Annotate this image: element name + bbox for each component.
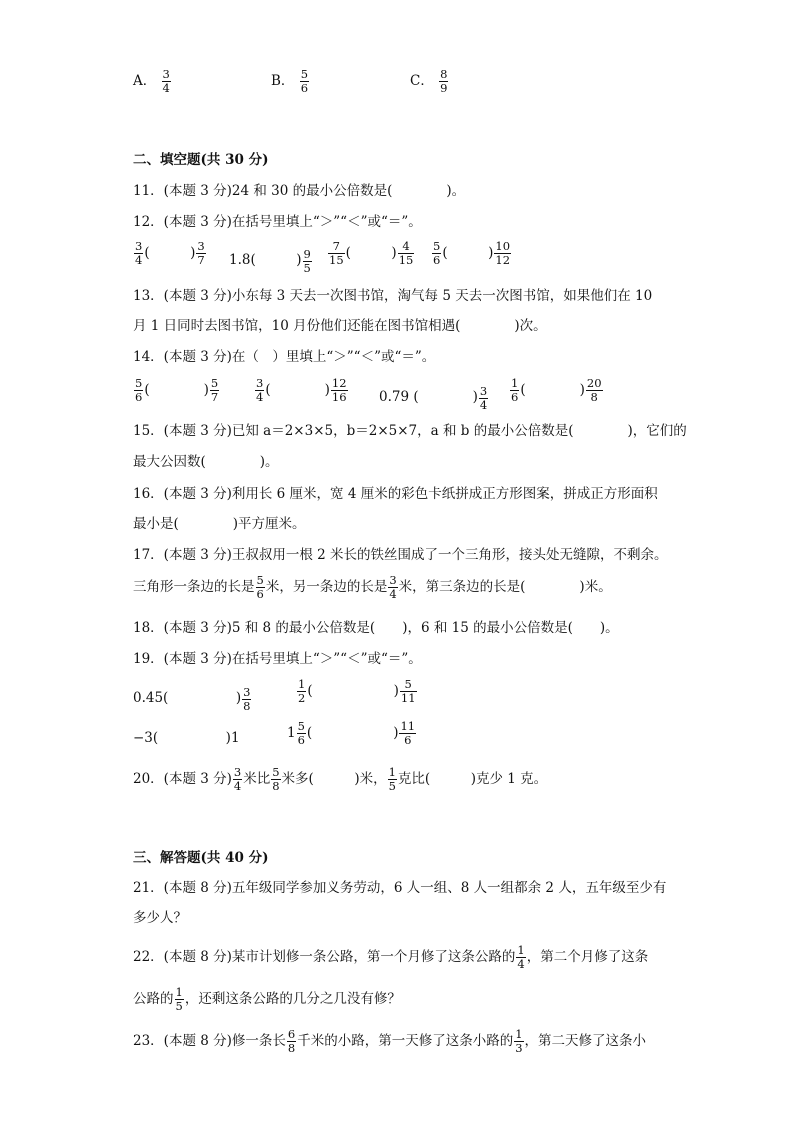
numerator: 1	[511, 376, 519, 390]
question-14: 14．(本题 3 分)在（ ）里填上“＞”“＜”或“＝”。	[133, 349, 436, 365]
numerator: 5	[272, 765, 280, 779]
denominator: 8	[287, 1041, 296, 1055]
text: 米，第三条边的长是( )米。	[398, 579, 612, 595]
q19-c-left: −3(	[133, 730, 159, 746]
text: ，还剩这条公路的几分之几没有修？	[184, 991, 401, 1007]
text: ，第二个月修了这条	[526, 949, 649, 965]
denominator: 4	[233, 779, 242, 793]
q19-a-left: 0.45(	[133, 690, 169, 706]
option-b-label: B．	[271, 73, 295, 89]
text: 千米的小路，第一天修了这条小路的	[297, 1033, 514, 1049]
question-18: 18．(本题 3 分)5 和 8 的最小公倍数是( )，6 和 15 的最小公倍数是( )。	[133, 620, 619, 636]
text: 23．(本题 8 分)修一条长	[133, 1033, 286, 1049]
question-19: 19．(本题 3 分)在括号里填上“＞”“＜”或“＝”。	[133, 651, 422, 667]
question-22-line1	[133, 944, 648, 971]
numerator: 1	[388, 765, 396, 779]
denominator: 5	[175, 999, 183, 1013]
option-a-fraction	[162, 68, 171, 95]
numerator: 5	[135, 376, 143, 390]
denominator: 6	[404, 733, 412, 747]
text: 米多( )米，	[281, 771, 387, 787]
numerator: 1	[175, 985, 183, 999]
denominator: 8	[272, 779, 280, 793]
denominator: 7	[197, 253, 205, 267]
denominator: 6	[433, 253, 441, 267]
question-13-line2: 月 1 日同时去图书馆，10 月份他们还能在图书馆相遇( )次。	[133, 318, 547, 334]
text: 米比	[243, 771, 271, 787]
text: 米，另一条边的长是	[265, 579, 388, 595]
question-16-line1: 16．(本题 3 分)利用长 6 厘米，宽 4 厘米的彩色卡纸拼成正方形图案，拼成正方形面积	[133, 486, 658, 502]
denominator: 7	[210, 390, 219, 404]
q12-item-c: $\frac{7}{15}$ ( ) $\frac{4}{15}$	[329, 239, 414, 267]
question-21-line1: 21．(本题 8 分)五年级同学参加义务劳动，6 人一组、8 人一组都余 2 人，五年级至少有	[133, 880, 667, 896]
option-b	[271, 68, 310, 95]
numerator: 3	[197, 239, 205, 253]
text: 克比( )克少 1 克。	[397, 771, 548, 787]
denominator: 4	[389, 587, 397, 601]
numerator: 3	[233, 765, 242, 779]
numerator: 3	[162, 67, 170, 81]
denominator: 5	[303, 261, 311, 275]
option-c-fraction	[439, 68, 448, 95]
numerator: 8	[440, 67, 448, 81]
denominator: 4	[256, 390, 264, 404]
q14-c-left: 0.79 (	[379, 389, 419, 405]
q12-item-b: 1.8( ) $\frac{9}{5}$	[229, 247, 311, 275]
question-21-line2: 多少人？	[133, 910, 187, 926]
numerator: 5	[256, 573, 264, 587]
numerator: 1	[515, 1027, 523, 1041]
numerator: 5	[433, 239, 441, 253]
whole-number: 1	[287, 725, 296, 741]
option-b-fraction	[300, 68, 309, 95]
numerator: 20	[586, 376, 602, 390]
text: 公路的	[133, 991, 174, 1007]
denominator: 15	[398, 253, 414, 267]
q14-item-b: $\frac{3}{4}$ ( ) $\frac{12}{16}$	[256, 376, 347, 404]
question-23-line1	[133, 1028, 646, 1055]
option-a	[133, 68, 172, 95]
numerator: 5	[300, 67, 309, 81]
denominator: 8	[590, 390, 598, 404]
numerator: 3	[256, 376, 264, 390]
numerator: 7	[328, 240, 345, 254]
q19-item-b: $\frac{1}{2}$ ( ) $\frac{5}{11}$	[298, 677, 416, 705]
q19-c-right: )1	[225, 730, 240, 746]
q12-item-a: $\frac{3}{4}$ ( ) $\frac{3}{7}$	[135, 239, 205, 267]
question-15-line1: 15．(本题 3 分)已知 a＝2×3×5，b＝2×5×7，a 和 b 的最小公倍数是( )，它们的	[133, 423, 687, 439]
numerator: 3	[135, 239, 143, 253]
text: 20．(本题 3 分)	[133, 771, 232, 787]
question-22-line2	[133, 986, 401, 1013]
numerator: 3	[243, 685, 251, 699]
question-17-line2	[133, 574, 612, 601]
question-13-line1: 13．(本题 3 分)小东每 3 天去一次图书馆，淘气每 5 天去一次图书馆，如果他们在 10	[133, 288, 653, 304]
denominator: 4	[479, 398, 488, 412]
numerator: 6	[287, 1027, 296, 1041]
denominator: 3	[515, 1041, 523, 1055]
q12-b-left: 1.8(	[229, 252, 256, 268]
denominator: 12	[495, 253, 511, 267]
question-11: 11．(本题 3 分)24 和 30 的最小公倍数是( )。	[133, 183, 466, 199]
question-17-line1: 17．(本题 3 分)王叔叔用一根 2 米长的铁丝围成了一个三角形，接头处无缝隙，不剩余。	[133, 547, 668, 563]
q19-item-d: 1 $\frac{5}{6}$ ( ) $\frac{11}{6}$	[287, 719, 416, 747]
denominator: 6	[297, 733, 305, 747]
question-20	[133, 766, 547, 793]
denominator: 6	[135, 390, 143, 404]
text: ，第二天修了这条小	[524, 1033, 647, 1049]
numerator: 5	[297, 719, 305, 733]
denominator: 4	[517, 957, 525, 971]
numerator: 3	[479, 384, 488, 398]
denominator: 2	[298, 691, 306, 705]
denominator: 4	[162, 81, 170, 95]
denominator: 6	[300, 81, 309, 95]
option-c-label: C．	[410, 73, 434, 89]
numerator: 3	[389, 573, 397, 587]
q14-item-a: $\frac{5}{6}$ ( ) $\frac{5}{7}$	[135, 376, 219, 404]
text: 三角形一条边的长是	[133, 579, 255, 595]
text: 22．(本题 8 分)某市计划修一条公路，第一个月修了这条公路的	[133, 949, 516, 965]
numerator: 4	[398, 240, 415, 254]
numerator: 5	[210, 376, 219, 390]
q12-item-d: $\frac{5}{6}$ ( ) $\frac{10}{12}$	[433, 239, 511, 267]
numerator: 12	[331, 376, 347, 390]
q14-item-c: 0.79 ( ) $\frac{3}{4}$	[379, 384, 488, 412]
option-a-label: A．	[133, 73, 157, 89]
denominator: 9	[440, 81, 448, 95]
numerator: 1	[517, 943, 525, 957]
question-15-line2: 最大公因数( )。	[133, 454, 279, 470]
section2-title: 二、填空题(共 30 分)	[133, 152, 269, 168]
denominator: 4	[135, 253, 143, 267]
denominator: 11	[400, 691, 416, 705]
numerator: 11	[400, 719, 416, 733]
denominator: 8	[243, 699, 251, 713]
option-c	[410, 68, 449, 95]
denominator: 15	[329, 253, 344, 267]
numerator: 10	[495, 239, 511, 253]
denominator: 5	[388, 779, 396, 793]
denominator: 6	[256, 587, 264, 601]
section3-title: 三、解答题(共 40 分)	[133, 850, 269, 866]
denominator: 16	[331, 390, 347, 404]
q19-item-c	[133, 728, 240, 748]
q19-item-a: 0.45( ) $\frac{3}{8}$	[133, 685, 251, 713]
denominator: 6	[511, 390, 519, 404]
question-16-line2: 最小是( )平方厘米。	[133, 516, 306, 532]
numerator: 1	[298, 677, 306, 691]
numerator: 5	[400, 678, 417, 692]
question-12: 12．(本题 3 分)在括号里填上“＞”“＜”或“＝”。	[133, 214, 422, 230]
numerator: 9	[303, 247, 311, 261]
q14-item-d: $\frac{1}{6}$ ( ) $\frac{20}{8}$	[511, 376, 602, 404]
